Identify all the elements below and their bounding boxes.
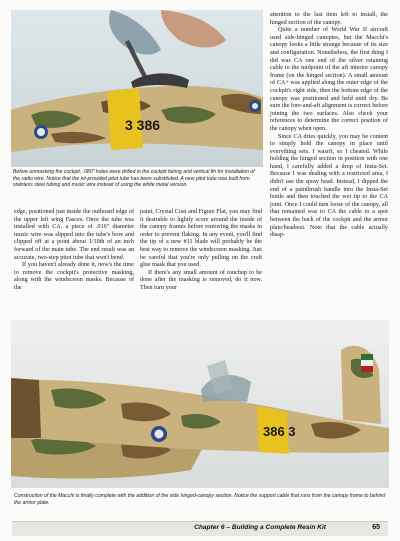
body-paragraph: edge, positioned just inside the outboard edge of the upper left wing Fasces. Once the tube was installed with CA, a piece of .016" diameter music wire was slipped into the tube's bore and clipped off at a point about 1/10th of an inch forward of the main tube. The end result was an accurate, two-step pitot tube that won't bend. (14, 209, 134, 261)
top-photo-caption: Before unmasking the cockpit, .080" holes were drilled in the cockpit fairing and vertical fin for installation of the radio wire. Notice that the kit-provided pitot tube has been substituted. A new pitot tube was built from stainless steel tubing and music wire instead of using the white metal version. (13, 169, 255, 189)
body-paragraph: Since CA dries quickly, you may be content to simply hold the canopy in place until everything sets. I wasn't, so I cheated. While holding the hinged section in position with one hand, I carefully added a drop of Insta-Set. Because I was dealing with a restricted area, I didn't use the spray head. Instead, I dipped the end of a paintbrush handle into the Insta-Set bottle and then touched the wet tip to the CA joint. Once I could turn loose of the canopy, all that remained was to CA the cable to a spot between the back of the cockpit and the armor plate/headrest. Note that the cable actually disap- (270, 133, 388, 239)
left-column (14, 209, 134, 293)
chapter-title: Chapter 6 – Building a Complete Resin Kit (194, 524, 326, 531)
right-column (270, 12, 388, 240)
body-paragraph: If there's any small amount of touchup to be done after the masking is removed, do it now. Then turn your (140, 269, 262, 291)
middle-column (140, 209, 262, 293)
bottom-photo-caption: Construction of the Macchi is finally complete with the addition of the side hinged-canopy section. Notice the support cable that runs from the canopy frame to behind the armor plate. (14, 493, 386, 506)
page-number: 65 (372, 524, 380, 531)
page-footer (12, 521, 388, 536)
body-paragraph: attention to the last item left to install, the hinged section of the canopy. (270, 12, 388, 26)
body-paragraph: paint, Crystal Coat and Figure Flat, you may find it desirable to lightly score around the inside of the canopy frames before removing the masks in order to prevent flaking. In any event, you'll find the tip of a new #11 blade will probably be the best way to remove the windscreen masking. Just be careful that you're only pulling on the craft glue mask that you used. (140, 209, 262, 269)
body-paragraph: Quite a number of World War II aircraft used side-hinged canopies, but the Macchi's canopy looks a little strange because of its size and configuration. Nonetheless, the first thing I did was CA one end of the silver retaining cable to the midpoint of the aft interior canopy frame (on the hinged section). A small amount of CA+ was applied along the outer edge of the cockpit's right side, then the bottom edge of the canopy was positioned and held until dry. Be sure the fore-and-aft alignment is correct before joining the two surfaces. Also check your references to determine the correct position of the canopy when open. (270, 27, 388, 132)
bottom-photo-image (11, 320, 389, 488)
bottom-photo-code: 386 3 (263, 424, 296, 439)
top-photo-code: 3 386 (125, 117, 161, 133)
top-photo-image (11, 10, 263, 167)
top-photo (11, 10, 263, 167)
body-paragraph: If you haven't already done it, now's the time to remove the cockpit's protective masking, along with the windscreen masks. Because of the (14, 262, 134, 291)
bottom-photo (11, 320, 389, 488)
